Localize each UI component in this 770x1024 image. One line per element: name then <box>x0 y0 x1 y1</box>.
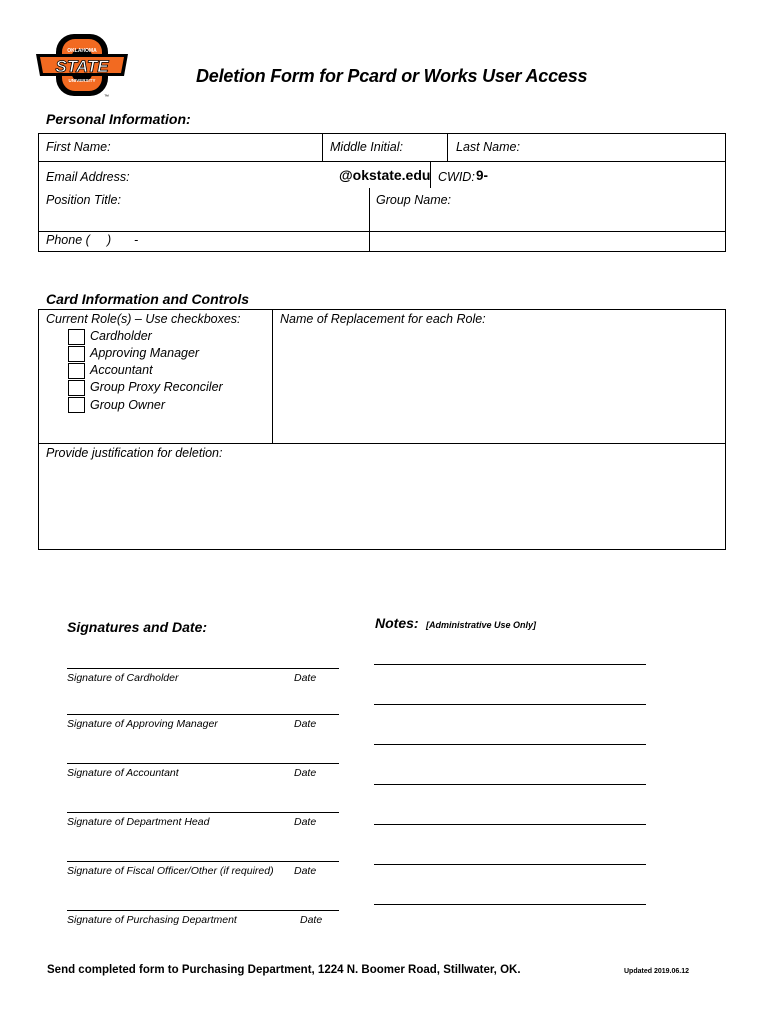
signature-line[interactable] <box>67 714 339 715</box>
footer-send: Send completed form to Purchasing Department, 1224 N. Boomer Road, Stillwater, OK. <box>47 964 521 976</box>
form-title: Deletion Form for Pcard or Works User Access <box>196 66 588 86</box>
role-accountant-label: Accountant <box>90 363 153 377</box>
role-group-proxy-reconciler-label: Group Proxy Reconciler <box>90 380 223 394</box>
logo-tm: ™ <box>104 94 109 100</box>
date-label: Date <box>294 672 317 684</box>
notes-line[interactable] <box>374 664 646 665</box>
sig-department-head-label: Signature of Department Head <box>67 816 210 828</box>
date-label: Date <box>294 816 317 828</box>
signature-line[interactable] <box>67 763 339 764</box>
osu-logo <box>34 30 130 100</box>
justification-label: Provide justification for deletion: <box>46 446 223 460</box>
checkbox-cardholder[interactable] <box>68 329 85 345</box>
date-label: Date <box>294 767 317 779</box>
sig-approving-manager-label: Signature of Approving Manager <box>67 718 218 730</box>
sig-cardholder-label: Signature of Cardholder <box>67 672 179 684</box>
card-heading: Card Information and Controls <box>46 291 249 307</box>
checkbox-group-proxy-reconciler[interactable] <box>68 380 85 396</box>
checkbox-approving-manager[interactable] <box>68 346 85 362</box>
group-name-label: Group Name: <box>376 193 452 207</box>
phone-close: ) <box>107 233 112 247</box>
date-label: Date <box>294 718 317 730</box>
notes-line[interactable] <box>374 904 646 905</box>
sig-accountant-label: Signature of Accountant <box>67 767 179 779</box>
signature-line[interactable] <box>67 812 339 813</box>
logo-line1: OKLAHOMA <box>67 48 97 54</box>
logo-line2: UNIVERSITY <box>68 78 96 83</box>
role-approving-manager-label: Approving Manager <box>90 346 200 360</box>
date-label: Date <box>300 914 323 926</box>
email-domain: @okstate.edu <box>339 167 431 183</box>
role-group-owner-label: Group Owner <box>90 398 166 412</box>
middle-initial-label: Middle Initial: <box>330 140 403 154</box>
notes-line[interactable] <box>374 784 646 785</box>
notes-heading: Notes: <box>375 615 419 631</box>
date-label: Date <box>294 865 317 877</box>
replacement-label: Name of Replacement for each Role: <box>280 312 486 326</box>
position-title-label: Position Title: <box>46 193 121 207</box>
notes-line[interactable] <box>374 744 646 745</box>
logo-word: STATE <box>55 57 109 76</box>
cwid-label: CWID: <box>438 170 475 184</box>
notes-heading-group <box>375 615 536 633</box>
signatures-heading: Signatures and Date: <box>67 619 208 635</box>
sig-purchasing-label: Signature of Purchasing Department <box>67 914 237 926</box>
sig-fiscal-officer-label: Signature of Fiscal Officer/Other (if required) <box>67 865 274 877</box>
email-label: Email Address: <box>46 170 130 184</box>
roles-label: Current Role(s) – Use checkboxes: <box>46 312 241 326</box>
phone-label: Phone ( <box>46 233 90 247</box>
checkbox-group-owner[interactable] <box>68 397 85 413</box>
signature-line[interactable] <box>67 668 339 669</box>
personal-heading: Personal Information: <box>46 111 191 127</box>
notes-line[interactable] <box>374 704 646 705</box>
first-name-label: First Name: <box>46 140 111 154</box>
notes-sub: [Administrative Use Only] <box>426 620 537 630</box>
signature-line[interactable] <box>67 861 339 862</box>
notes-line[interactable] <box>374 864 646 865</box>
cwid-prefix: 9- <box>476 168 489 183</box>
phone-dash: - <box>134 233 139 247</box>
last-name-label: Last Name: <box>456 140 520 154</box>
signature-line[interactable] <box>67 910 339 911</box>
checkbox-accountant[interactable] <box>68 363 85 379</box>
notes-line[interactable] <box>374 824 646 825</box>
footer-updated: Updated 2019.06.12 <box>624 968 689 975</box>
role-cardholder-label: Cardholder <box>90 329 152 343</box>
